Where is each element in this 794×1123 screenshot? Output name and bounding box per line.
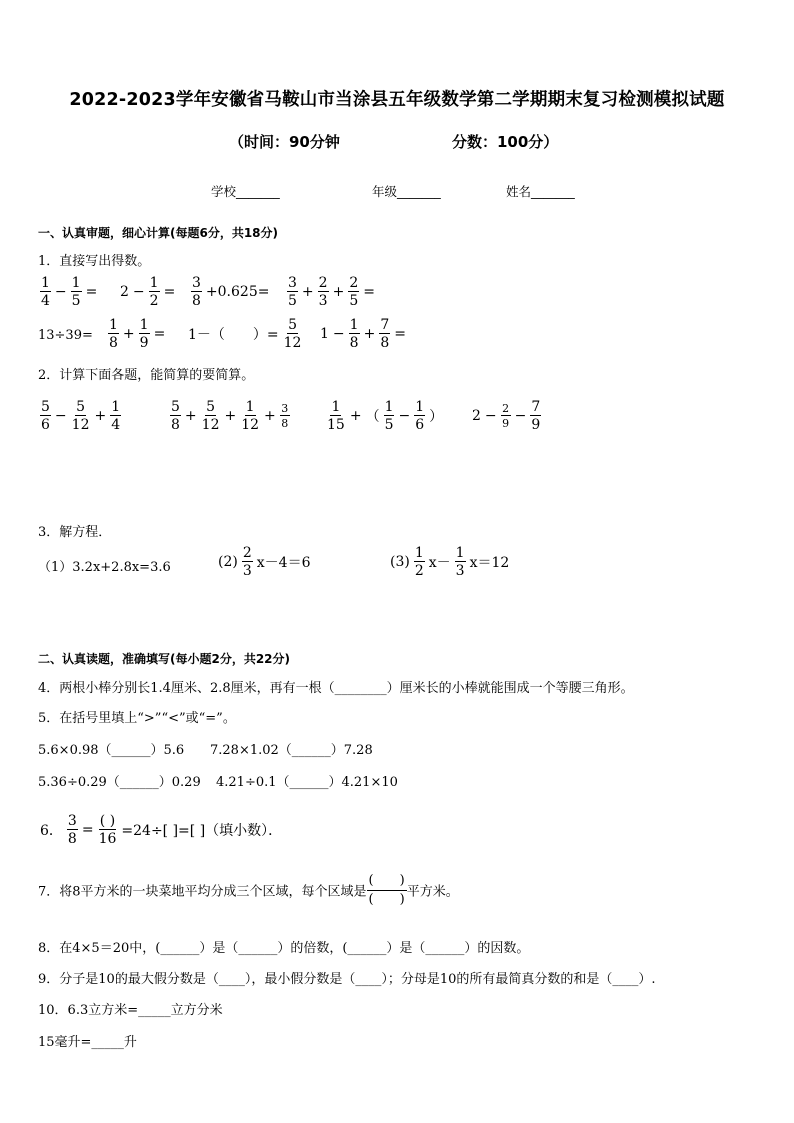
grade-field[interactable]: 年级_______ xyxy=(372,184,441,199)
exam-score: 分数：100分） xyxy=(452,133,559,151)
q5-item-d: 4.21÷0.1（______）4.21×10 xyxy=(216,775,398,790)
question-10: 10．6.3立方米=_____立方分米 xyxy=(38,1003,223,1018)
q5-item-a: 5.6×0.98（______）5.6 xyxy=(38,743,185,758)
q5-item-c: 5.36÷0.29（______）0.29 xyxy=(38,775,201,790)
question-6: 6． $\frac{3}{8}$ = $\frac{( )}{16}$ =24÷[ ]=[ ]（填小数）． xyxy=(40,813,283,847)
q1-expr-4: $\frac{3}{5}$ + $\frac{2}{3}$ + $\frac{2}{5}$ = xyxy=(288,275,375,309)
q1-expr-7: 1－（ ）= $\frac{5}{12}$ xyxy=(188,317,302,351)
q2-expr-2: $\frac{5}{8}$ + $\frac{5}{12}$ + $\frac{1}{12}$ + $\frac{3}{8}$ xyxy=(171,399,289,433)
page-title: 2022-2023学年安徽省马鞍山市当涂县五年级数学第二学期期末复习检测模拟试题 xyxy=(69,90,725,110)
q1-expr-6: $\frac{1}{8}$ + $\frac{1}{9}$ = xyxy=(109,317,166,351)
question-10b: 15毫升=_____升 xyxy=(38,1035,137,1050)
question-4: 4．两根小棒分别长1.4厘米、2.8厘米，再有一根（________）厘米长的小棒就能围成一个等腰三角形。 xyxy=(38,681,634,696)
q2-expr-3: $\frac{1}{15}$ + （ $\frac{1}{5}$ − $\frac{1}{6}$ ） xyxy=(327,399,444,433)
q3-equation-3: (3) $\frac{1}{2}$ x－ $\frac{1}{3}$ x＝12 xyxy=(390,545,510,579)
question-2-label: 2．计算下面各题，能简算的要简算。 xyxy=(38,368,255,383)
section-1-heading: 一、认真审题，细心计算(每题6分，共18分) xyxy=(38,226,279,240)
question-5-label: 5．在括号里填上“>”“<”或“=”。 xyxy=(38,711,236,726)
name-field[interactable]: 姓名_______ xyxy=(506,184,575,199)
question-9: 9．分子是10的最大假分数是（____），最小假分数是（____）；分母是10的所有最简真分数的和是（____）. xyxy=(38,972,656,987)
section-2-heading: 二、认真读题，准确填写(每小题2分，共22分) xyxy=(38,652,291,666)
exam-time: （时间：90分钟 xyxy=(229,133,340,151)
q1-expr-1: $\frac{1}{4}$ − $\frac{1}{5}$ = xyxy=(41,275,98,309)
school-field[interactable]: 学校_______ xyxy=(211,184,280,199)
q3-equation-1: （1）3.2x+2.8x=3.6 xyxy=(38,560,171,575)
q3-equation-2: (2) $\frac{2}{3}$ x－4＝6 xyxy=(218,545,311,579)
question-8: 8．在4×5＝20中，(______）是（______）的倍数，(______）是（______）的因数。 xyxy=(38,941,530,956)
q1-expr-3: $\frac{3}{8}$ +0.625= xyxy=(192,275,270,309)
question-7: 7．将8平方米的一块菜地平均分成三个区域，每个区域是 ( ) ( ) 平方米。 xyxy=(38,873,459,907)
q1-expr-2: 2 − $\frac{1}{2}$ = xyxy=(120,275,176,309)
question-1-label: 1．直接写出得数。 xyxy=(38,254,151,269)
q2-expr-1: $\frac{5}{6}$ − $\frac{5}{12}$ + $\frac{1}{4}$ xyxy=(41,399,121,433)
q2-expr-4: 2 − $\frac{2}{9}$ − $\frac{7}{9}$ xyxy=(472,399,541,433)
q1-expr-8: 1 − $\frac{1}{8}$ + $\frac{7}{8}$ = xyxy=(320,317,406,351)
question-3-label: 3．解方程． xyxy=(38,525,112,540)
q1-expr-5: 13÷39= xyxy=(38,328,93,343)
q5-item-b: 7.28×1.02（______）7.28 xyxy=(210,743,373,758)
